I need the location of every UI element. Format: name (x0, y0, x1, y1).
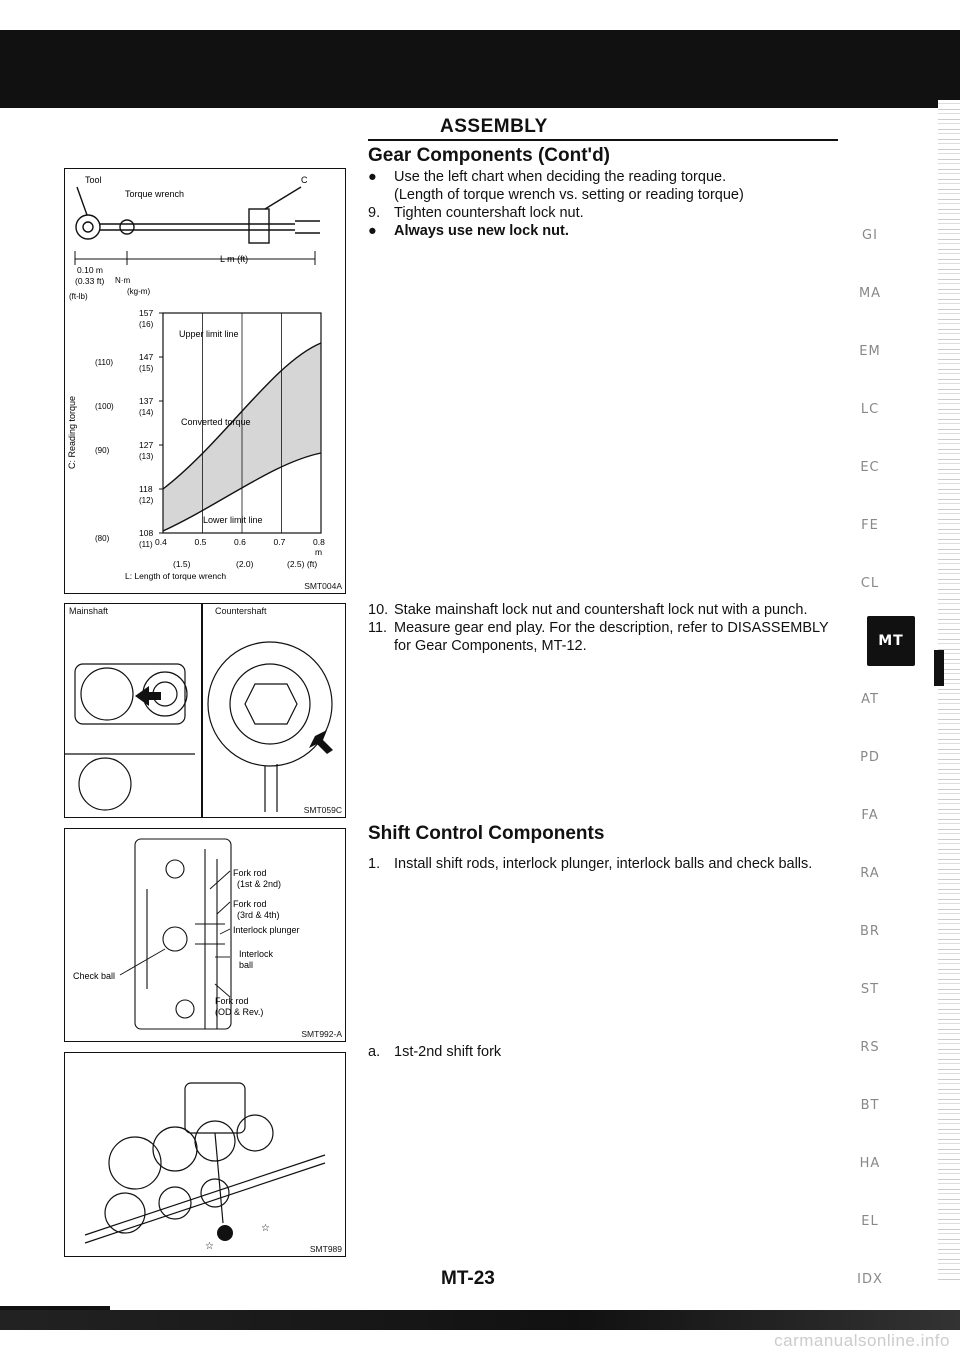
lock-nut-illustration (65, 604, 345, 817)
y-tick-ftlb: (110) (95, 358, 114, 367)
y-tick-kgm: (13) (139, 452, 154, 461)
gear-steps-continued (368, 601, 844, 655)
figure-code: SMT989 (309, 1244, 342, 1254)
figure-code: SMT004A (304, 581, 342, 591)
shift-step-a (368, 1043, 844, 1061)
section-tab-rs[interactable]: RS (860, 1040, 880, 1055)
section-tab-mt[interactable]: MT (867, 616, 915, 666)
countershaft-label: Countershaft (215, 606, 267, 616)
unit-ftlb-text: (ft-lb) (69, 292, 88, 301)
section-tab-br[interactable]: BR (860, 924, 880, 939)
figure-code: SMT992-A (301, 1029, 342, 1039)
use-chart-text: Use the left chart when deciding the reading torque. (394, 169, 727, 185)
y-tick-label: 127 (139, 440, 154, 450)
x-tick-ft-label: (2.5) (ft) (287, 559, 318, 569)
page-number: MT-23 (441, 1268, 495, 1289)
step-11-text: Measure gear end play. For the description, refer to DISASSEMBLY for Gear Components, MT-12. (394, 620, 829, 654)
step-9 (368, 204, 838, 222)
star-icon: ☆ (205, 1241, 214, 1252)
check-ball-label: Check ball (73, 971, 116, 981)
torque-chart-drawing (65, 169, 345, 593)
step-10 (368, 601, 844, 619)
heading-rule (368, 139, 838, 141)
y-tick-kgm: (16) (139, 320, 154, 329)
figure-code: SMT059C (303, 805, 342, 815)
mainshaft-gear-icon (65, 664, 195, 810)
bullet-icon: ● (368, 169, 377, 185)
y-tick-label: 108 (139, 528, 154, 538)
step-10-text: Stake mainshaft lock nut and countershaft lock nut with a punch. (394, 602, 808, 618)
gear-assembly-illustration (65, 1053, 345, 1256)
unit-kgm: (kg-m) (127, 287, 151, 296)
y-axis-label: C: Reading torque (67, 395, 77, 469)
torque-chart-figure (64, 168, 346, 594)
x-tick-label: 0.4 (155, 537, 167, 547)
watermark: carmanualsonline.info (774, 1331, 950, 1350)
section-tab-ha[interactable]: HA (859, 1156, 881, 1171)
fork-rod-3-label: Fork rod (215, 996, 249, 1006)
length-label: L m (ft) (220, 254, 249, 264)
x-unit-label: m (315, 547, 323, 557)
gear-components-title: Gear Components (Cont'd) (368, 145, 611, 166)
bullet-use-chart (368, 168, 838, 204)
bullet-icon: ● (368, 223, 377, 239)
step-number: 9. (368, 205, 381, 221)
step-9-text: Tighten countershaft lock nut. (394, 205, 584, 221)
fork-rod-2-gear: (3rd & 4th) (237, 910, 280, 920)
step-number: 10. (368, 602, 389, 618)
section-tab-idx[interactable]: IDX (857, 1272, 883, 1287)
gear-steps (368, 168, 838, 240)
y-tick-ftlb: (80) (95, 534, 110, 543)
x-tick-ft-label: (2.0) (236, 559, 254, 569)
c-label: C (301, 175, 308, 185)
bullet-new-lock-nut (368, 222, 838, 240)
section-tab-ma[interactable]: MA (858, 286, 882, 301)
section-tab-lc[interactable]: LC (860, 402, 880, 417)
step-number: 11. (368, 620, 388, 636)
y-tick-label: 137 (139, 396, 154, 406)
use-chart-note: (Length of torque wrench vs. setting or reading torque) (394, 187, 744, 203)
x-axis-caption: L: Length of torque wrench (125, 571, 227, 581)
upper-limit-label: Upper limit line (179, 329, 239, 339)
section-tab-el[interactable]: EL (861, 1214, 879, 1229)
length-imperial: (0.33 ft) (75, 276, 105, 286)
y-tick-label: 118 (139, 484, 153, 494)
section-tab-ra[interactable]: RA (860, 866, 880, 881)
fork-rod-1-label: Fork rod (233, 868, 267, 878)
section-tab-bt[interactable]: BT (860, 1098, 880, 1113)
y-tick-kgm: (12) (139, 496, 154, 505)
step-letter: a. (368, 1044, 381, 1060)
hammer-icon (217, 1225, 233, 1241)
y-tick-kgm: (14) (139, 408, 154, 417)
unit-nm: N·m (115, 276, 131, 285)
new-lock-nut-warning: Always use new lock nut. (394, 223, 569, 239)
page-footer-band (0, 1310, 960, 1330)
step-11 (368, 619, 844, 655)
shift-fork-figure (64, 1052, 346, 1257)
shift-control-title: Shift Control Components (368, 823, 605, 844)
section-tab-gi[interactable]: GI (862, 228, 878, 243)
fork-rod-3-gear: (OD & Rev.) (215, 1007, 264, 1017)
torque-wrench-label: Torque wrench (125, 189, 185, 199)
fork-rod-illustration (65, 829, 345, 1041)
converted-torque-label: Converted torque (181, 417, 251, 427)
interlock-ball-label: Interlock (239, 949, 274, 959)
x-tick-label: 0.5 (194, 537, 207, 547)
interlock-ball-label-2: ball (239, 960, 254, 970)
page-header-band (0, 30, 960, 108)
section-tab-ec[interactable]: EC (860, 460, 880, 475)
shift-step-a-text: 1st-2nd shift fork (394, 1044, 502, 1060)
gear-cluster-icon (85, 1083, 325, 1243)
y-tick-ftlb: (100) (95, 402, 114, 411)
star-icon: ☆ (261, 1223, 270, 1234)
torque-plot (95, 308, 325, 569)
y-tick-label: 147 (139, 352, 154, 362)
y-tick-kgm: (15) (139, 364, 154, 373)
fork-rod-2-label: Fork rod (233, 899, 267, 909)
fork-rod-1-gear: (1st & 2nd) (237, 879, 282, 889)
section-tab-pd[interactable]: PD (860, 750, 880, 765)
shift-step-1-text: Install shift rods, interlock plunger, interlock balls and check balls. (394, 856, 813, 872)
tool-label: Tool (85, 175, 102, 185)
section-marker (934, 650, 944, 686)
mainshaft-label: Mainshaft (69, 606, 109, 616)
x-tick-ft-label: (1.5) (173, 559, 191, 569)
lock-nut-figure (64, 603, 346, 818)
section-tab-st[interactable]: ST (860, 982, 880, 997)
section-tab-at[interactable]: AT (861, 692, 879, 707)
section-tab-fe[interactable]: FE (861, 518, 879, 533)
y-tick-label: 157 (139, 308, 154, 318)
page-edge-shading (938, 100, 960, 1280)
arrow-icon (309, 730, 333, 754)
x-tick-label: 0.7 (273, 537, 286, 547)
interlock-plunger-label: Interlock plunger (233, 925, 300, 935)
x-tick-label: 0.8 (313, 537, 325, 547)
section-tab-em[interactable]: EM (859, 344, 881, 359)
section-tab-fa[interactable]: FA (861, 808, 879, 823)
shift-step-1 (368, 855, 844, 873)
wrench-icon (76, 187, 320, 243)
x-tick-label: 0.6 (234, 537, 246, 547)
length-metric: 0.10 m (77, 265, 103, 275)
section-tab-cl[interactable]: CL (860, 576, 880, 591)
countershaft-gear-icon (208, 642, 332, 812)
step-number: 1. (368, 856, 381, 872)
lower-limit-label: Lower limit line (203, 515, 263, 525)
y-tick-ftlb: (90) (95, 446, 110, 455)
y-tick-kgm: (11) (139, 540, 153, 549)
section-heading: ASSEMBLY (440, 116, 548, 137)
fork-rod-figure (64, 828, 346, 1042)
